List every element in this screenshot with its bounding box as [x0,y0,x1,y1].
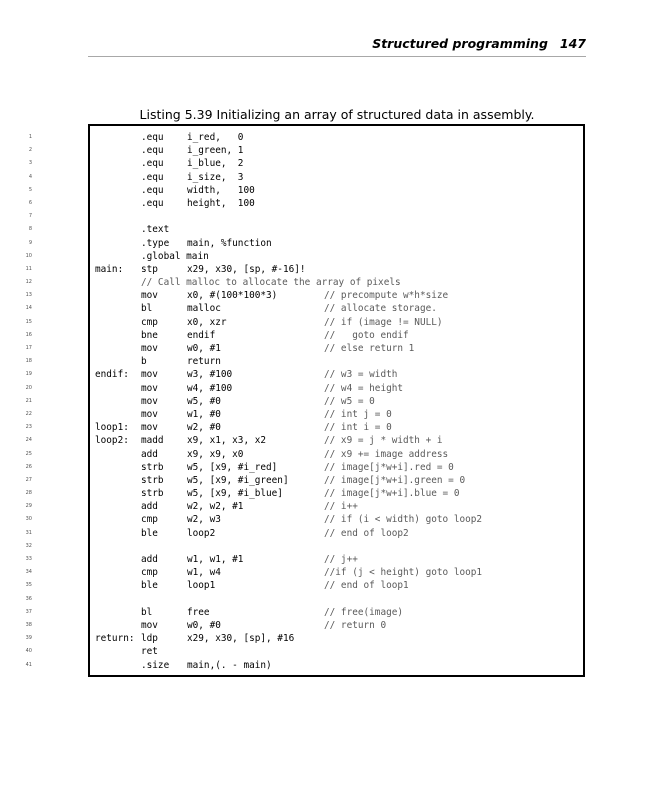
code-label: loop1: [95,422,129,434]
code-operands: w2, w3 [187,514,221,526]
line-number: 26 [25,463,32,470]
code-operands: i_blue, 2 [187,158,244,170]
line-number: 5 [28,186,32,193]
code-opcode: .equ [141,197,164,209]
line-number: 31 [25,529,32,536]
line-number: 18 [25,358,32,365]
code-line [25,645,583,658]
code-comment-line: // Call malloc to allocate the array of pixels [141,277,401,289]
code-opcode: mov [141,369,158,381]
line-number: 6 [28,199,32,206]
code-comment: // int j = 0 [324,408,392,420]
line-number: 23 [25,424,32,431]
code-operands: x29, x30, [sp, #-16]! [187,263,306,275]
line-number: 41 [25,661,32,668]
line-number: 32 [25,542,32,549]
line-number: 16 [25,331,32,338]
page-number: 147 [559,36,586,51]
code-comment: // w3 = width [324,369,398,381]
code-comment: // goto endif [324,329,409,341]
line-number: 1 [28,134,32,140]
code-line [25,566,583,579]
code-line [25,421,583,434]
code-operands: w4, #100 [187,382,233,394]
code-opcode: mov [141,395,158,407]
code-operands: width, 100 [187,184,255,196]
code-opcode: .equ [141,171,164,183]
code-label: loop2: [95,435,129,447]
code-opcode: .size [141,659,170,671]
code-operands: w1, #0 [187,408,221,420]
code-line [25,606,583,619]
line-number: 27 [25,476,32,483]
code-opcode: mov [141,343,158,354]
code-comment: // image[j*w+i].green = 0 [324,474,466,486]
code-opcode: ldp [141,633,158,645]
code-line [28,223,583,236]
code-opcode: bl [141,606,153,618]
code-line [25,553,583,566]
code-line [25,289,583,302]
code-label: main: [95,263,124,275]
code-comment: // else return 1 [324,343,415,354]
code-operands: w3, #100 [187,369,233,381]
code-opcode: b [141,356,147,368]
line-number: 35 [25,582,32,589]
code-operands: w1, w4 [187,567,221,579]
code-line [25,355,583,368]
code-line [28,237,583,250]
line-number: 25 [25,450,32,457]
code-opcode: mov [141,408,158,420]
line-number: 37 [25,608,32,615]
line-number: 38 [25,621,32,628]
code-listing-box [25,124,585,677]
line-number: 30 [25,516,32,523]
code-operands: x9, x9, x0 [187,448,244,460]
code-line [25,302,583,315]
line-number: 14 [25,305,32,312]
code-operands: w0, #0 [187,619,221,631]
code-comment: // w4 = height [324,382,404,394]
code-line [25,540,583,553]
code-line [25,250,583,263]
code-operands: main,(. - main) [187,659,272,671]
line-number: 29 [25,503,32,510]
code-opcode: add [141,448,158,460]
code-line [25,316,583,329]
code-opcode: ble [141,580,158,592]
header-rule [88,56,586,57]
line-number: 40 [25,648,32,655]
code-operands: free [187,606,210,618]
code-operands: w2, #0 [187,422,221,434]
code-opcode: add [141,501,158,513]
code-label: return: [95,633,135,645]
code-opcode: ble [141,527,158,539]
code-comment: // x9 = j * width + i [324,435,443,447]
code-opcode: .global main [141,250,209,262]
line-number: 17 [25,345,32,351]
line-number: 9 [28,239,32,246]
code-comment: // j++ [324,554,358,565]
line-number: 34 [25,569,32,576]
code-operands: w2, w2, #1 [187,501,244,513]
line-number: 33 [25,556,32,562]
code-opcode: .text [141,224,170,236]
code-line [25,408,583,421]
code-opcode: strb [141,488,164,500]
code-operands: endif [187,329,216,341]
code-operands: w5, [x9, #i_red] [187,461,278,473]
code-line [28,210,583,223]
line-number: 19 [25,371,32,378]
code-line [25,513,583,526]
code-lines [25,131,583,672]
code-operands: loop1 [187,580,216,592]
code-operands: x29, x30, [sp], #16 [187,633,295,645]
code-opcode: strb [141,461,164,473]
code-label: endif: [95,369,129,381]
code-opcode: mov [141,422,158,434]
section-title: Structured programming [372,36,548,51]
code-operands: w5, [x9, #i_green] [187,474,289,486]
code-line [25,329,583,342]
code-operands: w0, #1 [187,343,221,354]
code-opcode: mov [141,382,158,394]
code-comment: // image[j*w+i].red = 0 [324,461,454,473]
running-header [88,36,586,51]
code-comment: // return 0 [324,619,387,631]
code-opcode: stp [141,263,158,275]
line-number: 22 [25,410,32,417]
code-line [25,579,583,592]
code-comment: // precompute w*h*size [324,290,449,302]
line-number: 24 [25,437,32,444]
code-operands: loop2 [187,527,216,539]
line-number: 39 [25,635,32,642]
code-comment: // x9 += image address [324,448,449,460]
code-opcode: .equ [141,145,164,157]
code-line [25,382,583,395]
code-comment: // int i = 0 [324,422,392,434]
code-opcode: cmp [141,567,158,579]
code-comment: // free(image) [324,606,404,618]
line-number: 4 [28,173,32,180]
code-line [25,527,583,540]
code-operands: height, 100 [187,197,255,209]
code-comment: // if (image != NULL) [324,316,443,328]
code-operands: w1, w1, #1 [187,554,244,565]
code-line [25,395,583,408]
code-opcode: madd [141,435,164,447]
code-comment: // end of loop2 [324,527,409,539]
line-number: 20 [25,384,32,391]
line-number: 11 [25,265,32,272]
code-opcode: mov [141,290,158,302]
line-number: 15 [25,318,32,325]
code-operands: i_size, 3 [187,171,244,183]
line-number: 7 [28,213,32,220]
code-line [25,619,583,632]
code-operands: return [187,356,221,368]
code-opcode: bl [141,303,153,315]
code-operands: x0, #(100*100*3) [187,290,278,302]
code-comment: // allocate storage. [324,303,437,315]
code-comment: // w5 = 0 [324,395,375,407]
code-opcode: .equ [141,132,164,143]
line-number: 21 [25,397,32,404]
line-number: 12 [25,279,32,286]
code-opcode: bne [141,329,158,341]
code-line [25,487,583,500]
code-comment: // i++ [324,501,358,513]
code-opcode: .type [141,237,170,249]
code-operands: x0, xzr [187,316,227,328]
code-line [25,342,583,355]
code-operands: w5, #0 [187,395,221,407]
code-line [25,368,583,381]
code-line [25,434,583,447]
code-opcode: mov [141,619,158,631]
code-operands: x9, x1, x3, x2 [187,435,267,447]
code-operands: main, %function [187,237,272,249]
code-comment: // image[j*w+i].blue = 0 [324,488,460,500]
code-line [28,131,583,144]
line-number: 3 [28,160,32,167]
code-opcode: ret [141,646,158,658]
code-opcode: cmp [141,316,158,328]
code-comment: // if (i < width) goto loop2 [324,514,483,526]
code-opcode: .equ [141,158,164,170]
code-line [25,461,583,474]
code-line [28,184,583,197]
code-comment: //if (j < height) goto loop1 [324,567,483,579]
line-number: 28 [25,490,32,497]
code-operands: i_green, 1 [187,145,244,157]
code-line [28,197,583,210]
line-number: 10 [25,252,32,259]
code-operands: malloc [187,303,221,315]
code-operands: i_red, 0 [187,132,244,143]
code-line [25,632,583,645]
code-comment: // end of loop1 [324,580,409,592]
line-number: 8 [28,226,32,233]
code-line [25,263,583,276]
code-opcode: .equ [141,184,164,196]
code-line [25,276,583,289]
code-line [25,593,583,606]
code-line [25,448,583,461]
code-opcode: strb [141,474,164,486]
code-line [28,144,583,157]
code-line [25,500,583,513]
code-opcode: cmp [141,514,158,526]
code-line [25,659,583,672]
line-number: 2 [28,147,32,154]
code-line [25,474,583,487]
code-line [28,171,583,184]
line-number: 13 [25,292,32,299]
listing-caption: Listing 5.39 Initializing an array of structured data in assembly. [139,107,535,122]
code-opcode: add [141,554,158,565]
code-operands: w5, [x9, #i_blue] [187,488,283,500]
code-line [28,157,583,170]
line-number: 36 [25,595,32,602]
